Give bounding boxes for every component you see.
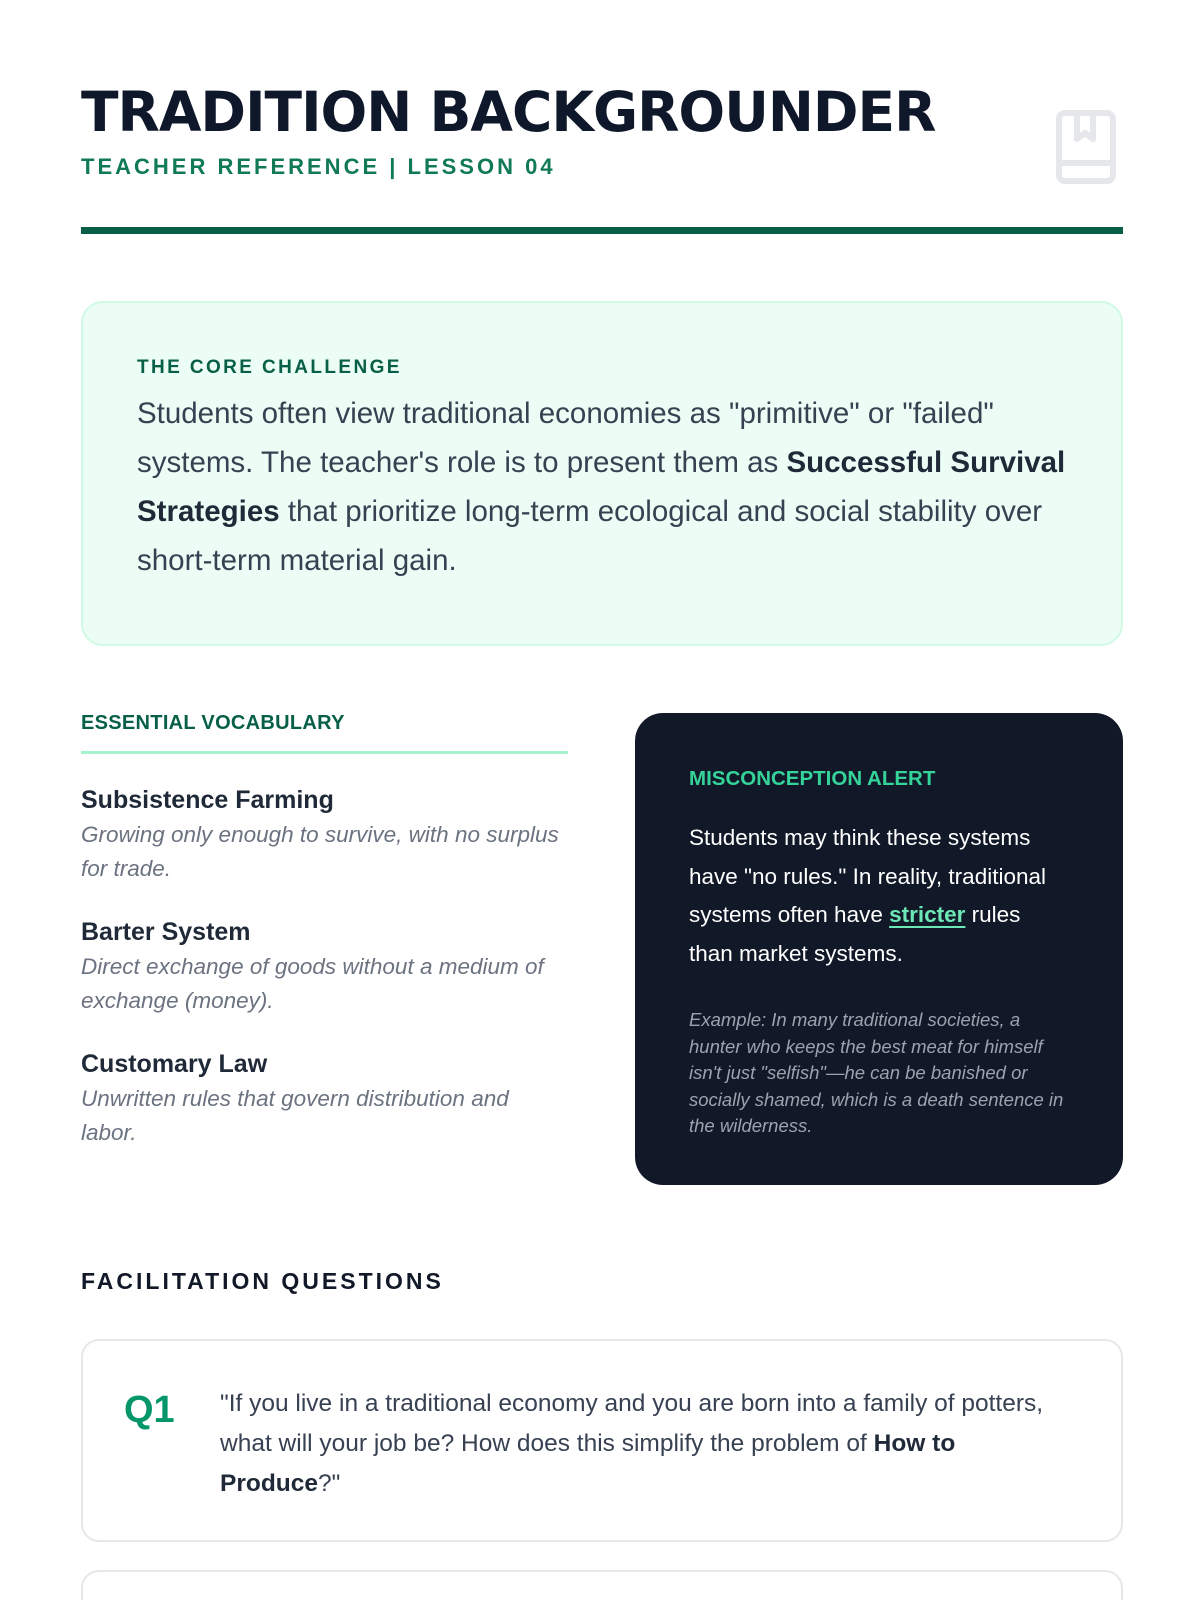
question-card <box>81 1339 1123 1542</box>
vocab-term: Subsistence Farming <box>81 786 334 814</box>
core-challenge-text: Students often view traditional economies as "primitive" or "failed" systems. The teacher's role is to present them as Successful Survival Strategies that prioritize long-term ecological and social stability over short-term material gain. <box>137 397 1066 577</box>
misconception-alert-text: Students may think these systems have "no rules." In reality, traditional systems often have stricter rules than market systems. <box>689 825 1046 966</box>
vocabulary-label: ESSENTIAL VOCABULARY <box>81 712 568 754</box>
misconception-example: Example: In many traditional societies, a hunter who keeps the best meat for himself isn't just "selfish"—he can be banished or socially shamed, which is a death sentence in the wilderness. <box>689 1009 1064 1137</box>
vocab-item <box>81 916 568 1018</box>
book-icon <box>1055 109 1117 185</box>
misconception-alert-label: MISCONCEPTION ALERT <box>689 767 936 790</box>
facilitation-label: FACILITATION QUESTIONS <box>81 1268 444 1294</box>
vocabulary-section <box>81 712 568 1180</box>
question-text: "If you live in a traditional economy and you are born into a family of potters, what will your job be? How does this simplify the problem of How to Produce?" <box>220 1390 1044 1497</box>
vocab-definition: Growing only enough to survive, with no surplus for trade. <box>81 822 559 881</box>
question-number: Q1 <box>124 1389 175 1431</box>
vocab-item <box>81 1048 568 1150</box>
vocab-term: Barter System <box>81 918 251 946</box>
core-challenge-label: THE CORE CHALLENGE <box>137 357 402 378</box>
vocab-definition: Unwritten rules that govern distribution and labor. <box>81 1086 509 1145</box>
vocab-item <box>81 784 568 886</box>
page-subtitle: TEACHER REFERENCE | LESSON 04 <box>81 154 556 179</box>
misconception-alert-card <box>635 713 1123 1185</box>
core-challenge-card <box>81 301 1123 646</box>
misconception-emphasis: stricter <box>889 902 966 927</box>
vocabulary-list <box>81 784 568 1150</box>
page-title: TRADITION BACKGROUNDER <box>81 80 936 144</box>
vocab-term: Customary Law <box>81 1050 268 1078</box>
question-card <box>81 1570 1123 1600</box>
page-header <box>81 80 1123 180</box>
vocab-definition: Direct exchange of goods without a medium of exchange (money). <box>81 954 544 1013</box>
core-challenge-highlight: Successful Survival Strategies <box>137 446 1066 528</box>
header-divider <box>81 227 1123 234</box>
